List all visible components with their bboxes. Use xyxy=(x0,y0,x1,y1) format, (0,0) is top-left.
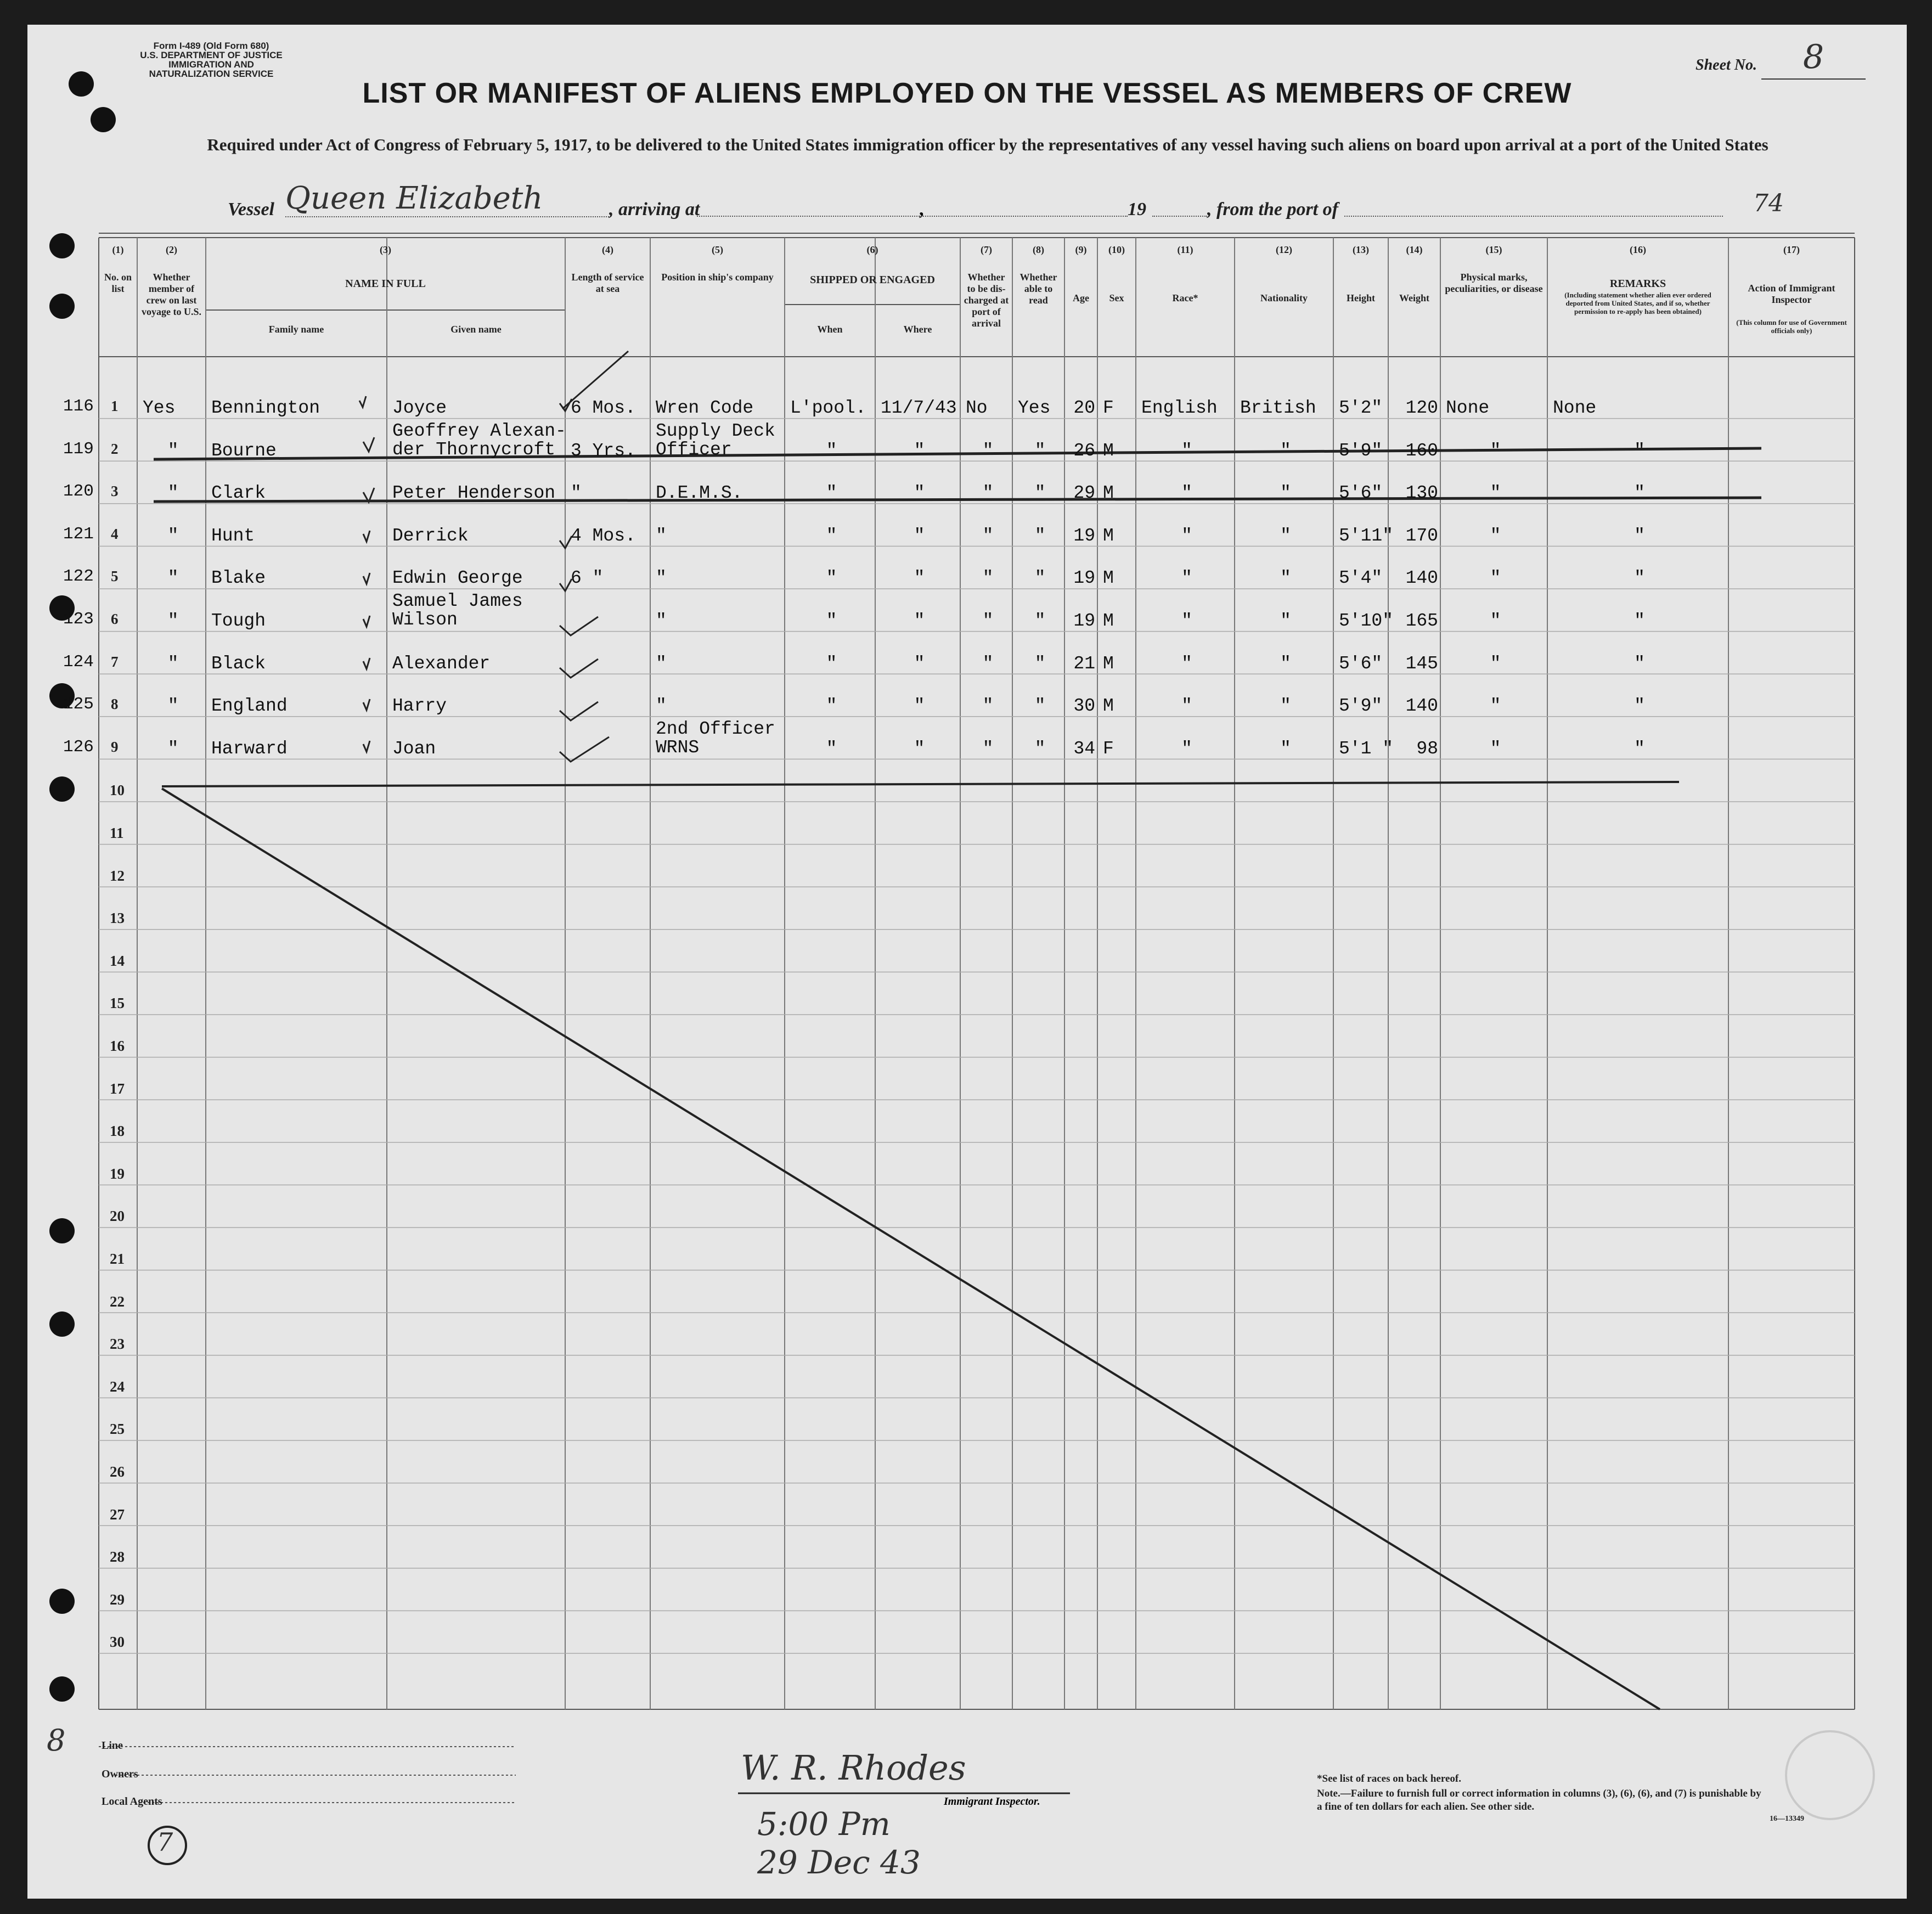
cell-when: " xyxy=(826,696,837,717)
empty-row-number: 22 xyxy=(110,1293,125,1310)
cell-marks: " xyxy=(1490,568,1501,589)
cell-position: " xyxy=(656,611,667,631)
cell-discharged: " xyxy=(982,653,994,674)
cell-sex: M xyxy=(1103,653,1114,674)
cell-given: Joyce xyxy=(392,398,447,418)
cell-age: 30 xyxy=(1073,696,1095,717)
empty-row-number: 28 xyxy=(110,1549,125,1566)
empty-row-number: 19 xyxy=(110,1165,125,1182)
cell-age: 19 xyxy=(1073,568,1095,589)
cell-when: " xyxy=(826,525,837,546)
cell-no: 3 xyxy=(111,483,119,500)
cell-family: Blake xyxy=(211,568,266,589)
column-number-c13: (13) xyxy=(1353,244,1369,255)
column-header-c15: Physical marks, peculiarities, or disease xyxy=(1445,272,1543,294)
cell-remarks: None xyxy=(1553,398,1597,418)
column-note-c17: (This column for use of Government officials only) xyxy=(1736,318,1847,335)
cell-height: 5'9" xyxy=(1339,440,1383,461)
cell-no: 4 xyxy=(111,525,119,542)
cell-discharged: " xyxy=(982,483,994,504)
cell-where: " xyxy=(914,568,925,589)
cell-given: Alexander xyxy=(392,653,491,674)
column-header-c13: Height xyxy=(1347,292,1375,303)
cell-race: " xyxy=(1181,440,1192,461)
cell-service: 6 " xyxy=(571,568,604,589)
cell-race: " xyxy=(1181,653,1192,674)
empty-row-number: 20 xyxy=(110,1208,125,1225)
cell-marks: " xyxy=(1490,696,1501,717)
cell-weight: 165 xyxy=(1405,611,1438,631)
from-port-label: , from the port of xyxy=(1207,199,1338,219)
cell-position: 2nd Officer xyxy=(656,718,775,739)
cell-no: 2 xyxy=(111,440,119,457)
cell-where: " xyxy=(914,696,925,717)
print-code: 16—13349 xyxy=(1770,1815,1804,1823)
cell-remarks: " xyxy=(1634,738,1645,759)
margin-line-number: 116 xyxy=(63,397,94,416)
races-note: *See list of races on back hereof. xyxy=(1317,1773,1461,1784)
cell-no: 1 xyxy=(111,398,119,414)
margin-line-number: 121 xyxy=(63,524,94,544)
cell-last-voyage: " xyxy=(167,696,179,717)
cell-age: 19 xyxy=(1073,611,1095,631)
cell-marks: " xyxy=(1490,525,1501,546)
line-label: Line xyxy=(102,1740,123,1752)
margin-line-number: 120 xyxy=(63,482,94,502)
cell-remarks: " xyxy=(1634,440,1645,461)
cell-family: Bourne xyxy=(211,440,277,461)
cell-age: 29 xyxy=(1073,483,1095,504)
empty-row-number: 10 xyxy=(110,782,125,799)
column-number-c17: (17) xyxy=(1783,244,1800,255)
cell-where: " xyxy=(914,483,925,504)
page-title: LIST OR MANIFEST OF ALIENS EMPLOYED ON THE VESSEL AS MEMBERS OF CREW xyxy=(362,77,1572,109)
cell-when: " xyxy=(826,611,837,631)
empty-row-number: 25 xyxy=(110,1421,125,1438)
column-header-c8: Whether able to read xyxy=(1019,272,1057,306)
signed-date: 29 Dec 43 xyxy=(757,1844,921,1881)
column-header-c4: Length of service at sea xyxy=(571,272,644,294)
empty-row-number: 17 xyxy=(110,1080,125,1097)
stamp-seal xyxy=(1786,1731,1874,1819)
cell-family: Black xyxy=(211,653,266,674)
column-header-c17: Action of Immigrant Inspector xyxy=(1748,283,1835,305)
empty-row-number: 29 xyxy=(110,1591,125,1608)
circled-number: 7 xyxy=(157,1827,173,1857)
year-label: 19 xyxy=(1128,199,1146,219)
cell-last-voyage: " xyxy=(167,568,179,589)
cell-given-line2: Wilson xyxy=(392,610,458,630)
cell-marks: " xyxy=(1490,653,1501,674)
cell-position-line2: WRNS xyxy=(656,737,700,758)
column-subheader-when: When xyxy=(817,324,843,335)
column-number-c12: (12) xyxy=(1276,244,1292,255)
cell-last-voyage: " xyxy=(167,440,179,461)
cell-service: " xyxy=(571,483,582,504)
cell-age: 21 xyxy=(1073,653,1095,674)
cell-marks: " xyxy=(1490,483,1501,504)
empty-row-number: 26 xyxy=(110,1463,125,1480)
cell-height: 5'1 " xyxy=(1339,738,1394,759)
cell-nationality: " xyxy=(1280,483,1291,504)
column-note-c16: (Including statement whether alien ever ordered deported from United States, and if so, whether permission to re-apply has been obtained) xyxy=(1564,291,1711,316)
cell-discharged: " xyxy=(982,738,994,759)
empty-row-number: 21 xyxy=(110,1251,125,1267)
empty-row-number: 12 xyxy=(110,867,125,884)
cell-when: L'pool. xyxy=(790,398,866,418)
cell-last-voyage: Yes xyxy=(143,398,176,418)
manifest-sheet: Form I-489 (Old Form 680) U.S. DEPARTMENT OF JUSTICE IMMIGRATION AND NATURALIZATION SERVICE Sheet No. 8 LIST OR MANIFEST OF ALIENS EMPLOYED ON THE VESSEL AS MEMBERS OF CREW Required under Act of Congress of February 5, 1917, to be delivered to the United States immigration officer by the representatives of any vessel having such aliens on board upon arrival at a port of the United States Vessel Queen Elizabeth , arriving at , 19 , from the port of 74 (1) No. on list (2) Whether member of crew on last voyage to U.S. (3) NAME IN FULL Family name Given name (4) Length of service at sea (5) Position in ship's company (6) SHIPPED OR ENGAGED When Where (7) Whether to be dis-charged at port of arrival (8) Whether able to read (9) Age (10) Sex (11) Race* (12) Nationality (13) Height (14) Weight (15) Physical marks, peculiarities, or disease (16) REMARKS (Including statement whether alien ever ordered deported from United States, and if so, whether permission to re-apply has been obtained) (17) Action of Immigrant Inspector (This column for use of Government officials only) 116 1 Yes Bennington Joyce 6 Mos. Wren Code L'pool. 11/7/43 No Yes 20 F English British 5'2" 120 None None 119 2 " Bourne Geoffrey Alexan- der Thornycroft 3 Yrs. Supply Deck Officer " " " " 26 M " " 5'9" 160 " " 120 3 " Clark Peter Henderson " D.E.M.S. " " " " 29 M " " 5'6" 130 " " 121 4 " Hunt Derrick 4 Mos. " " " " " 19 M " " 5'11" 170 " " 122 5 " Blake Edwin George 6 " " " " " " 19 M " " 5'4" 140 " " 123 6 " Tough Samuel James Wilson " " " " " 19 M " " 5'10" 165 " " 124 7 " Black Alexander " " " " " 21 M " " 5'6" 145 " " 125 8 " England Harry " " " " " 30 M " " 5'9" 140 " " 126 9 " Harward Joan 2nd Officer WRNS " " " " 34 F " " 5'1 " 98 " " 10 11 12 13 14 15 16 17 18 19 20 21 22 23 24 25 26 27 28 29 30 8 Line Owners Local Agents W. R. Rhodes Immigrant Inspector. 5:00 Pm 29 Dec 43 7 *See list of races on back hereof. Note.—Failure to furnish full or correct information in columns (3), (6), (6), and (7) is punishable by a fine of ten dollars for each alien. See other side. 16—13349 xyxy=(27,25,1907,1899)
form-number: Form I-489 (Old Form 680) xyxy=(153,41,269,51)
cell-discharged: " xyxy=(982,568,994,589)
inspector-label: Immigrant Inspector. xyxy=(944,1795,1040,1808)
column-header-c12: Nationality xyxy=(1260,292,1308,303)
column-subheader-family: Family name xyxy=(268,324,324,335)
column-number-c14: (14) xyxy=(1406,244,1423,255)
cell-weight: 140 xyxy=(1405,696,1438,717)
corner-number: 74 xyxy=(1753,189,1784,217)
cell-height: 5'11" xyxy=(1339,525,1394,546)
column-subheader-given: Given name xyxy=(450,324,502,335)
cell-race: English xyxy=(1141,398,1218,418)
cell-family: Harward xyxy=(211,738,288,759)
cell-where: " xyxy=(914,440,925,461)
empty-row-number: 13 xyxy=(110,910,125,927)
cell-height: 5'10" xyxy=(1339,611,1394,631)
cell-family: England xyxy=(211,696,288,717)
column-number-c8: (8) xyxy=(1033,244,1044,255)
cell-weight: 98 xyxy=(1416,738,1438,759)
cell-sex: M xyxy=(1103,440,1114,461)
cell-where: 11/7/43 xyxy=(881,398,957,418)
cell-height: 5'4" xyxy=(1339,568,1383,589)
column-header-c9: Age xyxy=(1073,292,1089,303)
service-name: IMMIGRATION AND NATURALIZATION SERVICE xyxy=(149,59,274,79)
column-number-c2: (2) xyxy=(166,244,177,255)
department: U.S. DEPARTMENT OF JUSTICE xyxy=(140,50,283,60)
cell-when: " xyxy=(826,738,837,759)
cell-race: " xyxy=(1181,525,1192,546)
cell-remarks: " xyxy=(1634,568,1645,589)
empty-row-number: 14 xyxy=(110,952,125,969)
empty-row-number: 23 xyxy=(110,1336,125,1353)
cell-marks: " xyxy=(1490,738,1501,759)
cell-discharged: " xyxy=(982,440,994,461)
column-header-c16: REMARKS xyxy=(1609,278,1666,290)
agents-label: Local Agents xyxy=(102,1795,162,1808)
cell-race: " xyxy=(1181,483,1192,504)
cell-last-voyage: " xyxy=(167,653,179,674)
column-number-c16: (16) xyxy=(1630,244,1646,255)
cell-height: 5'9" xyxy=(1339,696,1383,717)
cell-family: Tough xyxy=(211,611,266,631)
cell-weight: 145 xyxy=(1405,653,1438,674)
empty-row-number: 30 xyxy=(110,1634,125,1651)
cell-weight: 160 xyxy=(1405,440,1438,461)
cell-position: " xyxy=(656,568,667,589)
cell-nationality: " xyxy=(1280,568,1291,589)
cell-sex: M xyxy=(1103,696,1114,717)
cell-when: " xyxy=(826,568,837,589)
column-number-c15: (15) xyxy=(1485,244,1502,255)
cell-nationality: " xyxy=(1280,738,1291,759)
cell-height: 5'2" xyxy=(1339,398,1383,418)
empty-row-number: 27 xyxy=(110,1506,125,1523)
cell-remarks: " xyxy=(1634,696,1645,717)
column-header-c11: Race* xyxy=(1172,292,1198,303)
cell-remarks: " xyxy=(1634,653,1645,674)
cell-marks: None xyxy=(1446,398,1490,418)
cell-given: Samuel James xyxy=(392,591,523,611)
cell-read: " xyxy=(1034,653,1046,674)
cell-family: Hunt xyxy=(211,525,255,546)
cell-read: " xyxy=(1034,738,1046,759)
cell-sex: M xyxy=(1103,611,1114,631)
column-header-c3: NAME IN FULL xyxy=(345,278,426,290)
cell-marks: " xyxy=(1490,611,1501,631)
margin-line-number: 124 xyxy=(63,652,94,672)
penalty-note: Note.—Failure to furnish full or correct information in columns (3), (6), (6), and (7) is punishable by a fine of ten dollars for each alien. See other side. xyxy=(1317,1788,1761,1812)
cell-nationality: " xyxy=(1280,611,1291,631)
column-number-c6: (6) xyxy=(866,244,878,255)
cell-sex: F xyxy=(1103,738,1114,759)
cell-position: " xyxy=(656,653,667,674)
cell-where: " xyxy=(914,653,925,674)
cell-service: 6 Mos. xyxy=(571,398,636,418)
margin-number: 8 xyxy=(47,1723,66,1758)
cell-discharged: " xyxy=(982,696,994,717)
signed-time: 5:00 Pm xyxy=(757,1805,891,1843)
column-header-c1: No. on list xyxy=(104,272,132,294)
cell-position-line2: Officer xyxy=(656,439,732,460)
column-header-c14: Weight xyxy=(1399,292,1429,303)
cell-service: 4 Mos. xyxy=(571,525,636,546)
cell-sex: M xyxy=(1103,525,1114,546)
sheet-number: 8 xyxy=(1761,36,1866,80)
cell-read: " xyxy=(1034,483,1046,504)
cell-nationality: " xyxy=(1280,440,1291,461)
cell-marks: " xyxy=(1490,440,1501,461)
cell-race: " xyxy=(1181,611,1192,631)
cell-given: Peter Henderson xyxy=(392,483,556,504)
cell-read: " xyxy=(1034,611,1046,631)
cell-remarks: " xyxy=(1634,611,1645,631)
cell-given: Derrick xyxy=(392,525,469,546)
cell-position: D.E.M.S. xyxy=(656,483,743,504)
empty-row-number: 15 xyxy=(110,995,125,1012)
empty-row-number: 16 xyxy=(110,1038,125,1054)
cell-age: 26 xyxy=(1073,440,1095,461)
cell-position: " xyxy=(656,525,667,546)
cell-weight: 170 xyxy=(1405,525,1438,546)
cell-read: " xyxy=(1034,696,1046,717)
cell-age: 19 xyxy=(1073,525,1095,546)
cell-position: Supply Deck xyxy=(656,420,775,441)
margin-line-number: 125 xyxy=(63,695,94,714)
cell-when: " xyxy=(826,653,837,674)
vessel-label: Vessel xyxy=(228,199,274,219)
cell-sex: M xyxy=(1103,568,1114,589)
cell-nationality: " xyxy=(1280,653,1291,674)
vessel-name: Queen Elizabeth xyxy=(285,181,609,217)
cell-position: Wren Code xyxy=(656,398,754,418)
cell-remarks: " xyxy=(1634,483,1645,504)
cell-height: 5'6" xyxy=(1339,653,1383,674)
cell-age: 20 xyxy=(1073,398,1095,418)
cell-last-voyage: " xyxy=(167,483,179,504)
column-header-c2: Whether member of crew on last voyage to U.S. xyxy=(142,272,201,317)
cell-service: 3 Yrs. xyxy=(571,440,636,461)
margin-line-number: 126 xyxy=(63,737,94,757)
column-number-c11: (11) xyxy=(1177,244,1193,255)
column-subheader-where: Where xyxy=(903,324,932,335)
page-subtitle: Required under Act of Congress of February 5, 1917, to be delivered to the United States immigration officer by the representatives of any vessel having such aliens on board upon arrival at a port of the United States xyxy=(207,135,1768,154)
cell-family: Bennington xyxy=(211,398,320,418)
column-number-c4: (4) xyxy=(602,244,613,255)
owners-label: Owners xyxy=(102,1768,138,1780)
cell-discharged: No xyxy=(966,398,988,418)
column-number-c7: (7) xyxy=(981,244,992,255)
cell-read: Yes xyxy=(1018,398,1051,418)
cell-given-line2: der Thornycroft xyxy=(392,439,556,460)
cell-race: " xyxy=(1181,696,1192,717)
cell-weight: 130 xyxy=(1405,483,1438,504)
inspector-signature: W. R. Rhodes xyxy=(741,1748,966,1788)
column-number-c1: (1) xyxy=(112,244,124,255)
cell-race: " xyxy=(1181,738,1192,759)
cell-nationality: " xyxy=(1280,525,1291,546)
cell-given: Edwin George xyxy=(392,568,523,589)
cell-given: Harry xyxy=(392,696,447,717)
cell-sex: F xyxy=(1103,398,1114,418)
column-number-c9: (9) xyxy=(1075,244,1087,255)
cell-when: " xyxy=(826,440,837,461)
column-header-c10: Sex xyxy=(1109,292,1124,303)
cell-weight: 140 xyxy=(1405,568,1438,589)
cell-sex: M xyxy=(1103,483,1114,504)
cell-remarks: " xyxy=(1634,525,1645,546)
margin-line-number: 122 xyxy=(63,567,94,587)
cell-age: 34 xyxy=(1073,738,1095,759)
cell-last-voyage: " xyxy=(167,611,179,631)
column-number-c5: (5) xyxy=(712,244,723,255)
cell-position: " xyxy=(656,696,667,717)
cell-given: Joan xyxy=(392,738,436,759)
column-header-c5: Position in ship's company xyxy=(661,272,774,283)
cell-race: " xyxy=(1181,568,1192,589)
cell-no: 9 xyxy=(111,738,119,755)
cell-read: " xyxy=(1034,525,1046,546)
margin-line-number: 123 xyxy=(63,610,94,629)
cell-family: Clark xyxy=(211,483,266,504)
cell-height: 5'6" xyxy=(1339,483,1383,504)
arriving-label: , arriving at xyxy=(609,199,700,219)
sheet-label: Sheet No. xyxy=(1696,57,1757,74)
cell-discharged: " xyxy=(982,611,994,631)
cell-no: 6 xyxy=(111,611,119,627)
cell-nationality: " xyxy=(1280,696,1291,717)
empty-row-number: 24 xyxy=(110,1378,125,1395)
cell-when: " xyxy=(826,483,837,504)
cell-given: Geoffrey Alexan- xyxy=(392,420,566,441)
cell-nationality: British xyxy=(1240,398,1316,418)
cell-no: 7 xyxy=(111,653,119,670)
cell-no: 5 xyxy=(111,568,119,585)
cell-where: " xyxy=(914,525,925,546)
empty-row-number: 18 xyxy=(110,1123,125,1140)
cell-read: " xyxy=(1034,440,1046,461)
column-number-c3: (3) xyxy=(380,244,391,255)
cell-last-voyage: " xyxy=(167,525,179,546)
cell-discharged: " xyxy=(982,525,994,546)
column-number-c10: (10) xyxy=(1108,244,1125,255)
column-header-c7: Whether to be dis-charged at port of arrival xyxy=(964,272,1009,329)
column-header-c6: SHIPPED OR ENGAGED xyxy=(810,274,935,286)
empty-row-number: 11 xyxy=(110,825,124,841)
margin-line-number: 119 xyxy=(63,439,94,459)
cell-where: " xyxy=(914,738,925,759)
cell-weight: 120 xyxy=(1405,398,1438,418)
cell-last-voyage: " xyxy=(167,738,179,759)
cell-read: " xyxy=(1034,568,1046,589)
cell-where: " xyxy=(914,611,925,631)
cell-no: 8 xyxy=(111,696,119,713)
